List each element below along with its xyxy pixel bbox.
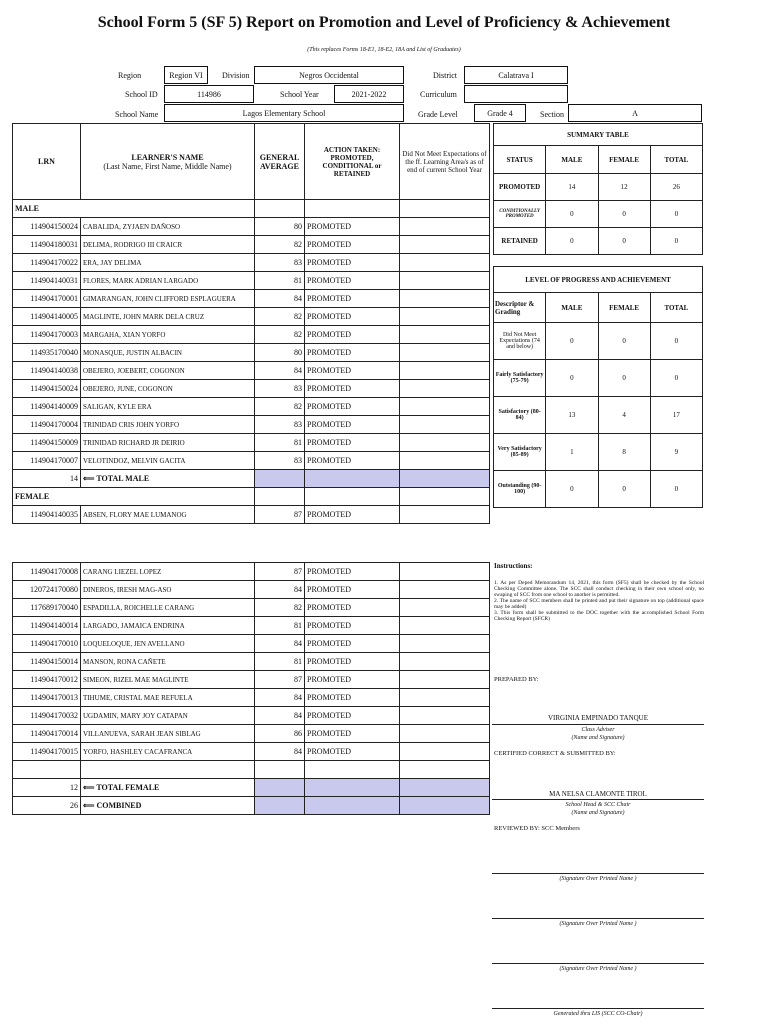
lrn-cell: 114904150009 (13, 434, 81, 452)
summary-male: 0 (546, 228, 598, 255)
total-male-row (13, 470, 490, 488)
lrn-cell: 114904140035 (13, 506, 81, 524)
lrn-cell: 114904140031 (13, 272, 81, 290)
lrn-cell: 114904180031 (13, 236, 81, 254)
adviser-line (492, 724, 704, 725)
section-label: Section (540, 110, 564, 119)
summary-table (493, 123, 703, 255)
scc-sig-line-1 (492, 873, 704, 874)
name-cell: SALIGAN, KYLE ERA (81, 398, 255, 416)
progress-female: 0 (598, 360, 650, 397)
progress-female: 4 (598, 397, 650, 434)
lrn-cell: 114904170001 (13, 290, 81, 308)
action-cell: PROMOTED (305, 617, 400, 635)
progress-male: 13 (546, 397, 598, 434)
dne-cell (400, 563, 490, 581)
empty-cell (81, 761, 255, 779)
progress-descriptor: Very Satisfactory (85-89) (494, 434, 546, 471)
summary-total: 26 (650, 174, 702, 201)
school-name-value: Lagos Elementary School (164, 104, 404, 122)
table-row (13, 761, 490, 779)
learner-row (13, 326, 490, 344)
name-cell: FLORES, MARK ADRIAN LARGADO (81, 272, 255, 290)
lrn-cell: 114935170040 (13, 344, 81, 362)
learner-row (13, 689, 490, 707)
dne-cell (400, 236, 490, 254)
name-cell: GIMARANGAN, JOHN CLIFFORD ESPLAGUERA (81, 290, 255, 308)
avg-header: GENERAL AVERAGE (255, 124, 305, 200)
head-name: MA NELSA CLAMONTE TIROL (549, 790, 647, 798)
adviser-caption: (Name and Signature) (571, 735, 625, 741)
dne-cell (400, 416, 490, 434)
learner-row (13, 635, 490, 653)
avg-cell: 81 (255, 617, 305, 635)
division-value: Negros Occidental (254, 66, 404, 84)
school-name-label: School Name (115, 110, 159, 119)
avg-cell: 82 (255, 326, 305, 344)
name-header: LEARNER'S NAME (Last Name, First Name, Middle Name) (81, 124, 255, 200)
summary-row (494, 228, 703, 255)
total-female-row (13, 779, 490, 797)
dne-cell (400, 743, 490, 761)
arrow-left-icon: ⟸ (83, 474, 97, 483)
name-cell: MONASQUE, JUSTIN ALBACIN (81, 344, 255, 362)
avg-cell: 87 (255, 671, 305, 689)
name-cell: MARGAHA, XIAN YORFO (81, 326, 255, 344)
empty-cell (305, 761, 400, 779)
total-female-row-count: 12 (13, 779, 81, 797)
action-cell: PROMOTED (305, 272, 400, 290)
learner-row (13, 743, 490, 761)
name-cell: UGDAMIN, MARY JOY CATAPAN (81, 707, 255, 725)
lrn-cell: 114904140038 (13, 362, 81, 380)
school-year-label: School Year (280, 90, 319, 99)
lrn-cell: 114904150024 (13, 380, 81, 398)
instructions-list (494, 580, 704, 622)
prepared-by-label: PREPARED BY: (494, 676, 539, 683)
avg-cell: 82 (255, 236, 305, 254)
district-label: District (433, 71, 457, 80)
summary-row (494, 174, 703, 201)
progress-descriptor: Satisfactory (80-84) (494, 397, 546, 434)
name-cell: YORFO, HASHLEY CACAFRANCA (81, 743, 255, 761)
action-cell: PROMOTED (305, 434, 400, 452)
avg-cell: 84 (255, 743, 305, 761)
summary-col-header: STATUS (494, 146, 546, 174)
scc-sig-caption-3: (Signature Over Printed Name ) (559, 966, 637, 972)
lrn-cell: 114904150024 (13, 218, 81, 236)
lrn-cell: 114904170015 (13, 743, 81, 761)
dne-cell (400, 308, 490, 326)
learner-row (13, 725, 490, 743)
avg-cell: 87 (255, 506, 305, 524)
reviewed-label: REVIEWED BY: SCC Members (494, 825, 580, 832)
name-cell: OBEJERO, JUNE, COGONON (81, 380, 255, 398)
learner-row (13, 707, 490, 725)
empty-cell (400, 200, 490, 218)
curriculum-value (464, 85, 568, 103)
empty-cell (400, 488, 490, 506)
progress-descriptor: Did Not Meet Expectations (74 and below) (494, 323, 546, 360)
action-cell: PROMOTED (305, 398, 400, 416)
dne-cell (400, 362, 490, 380)
action-cell: PROMOTED (305, 236, 400, 254)
progress-male: 0 (546, 323, 598, 360)
school-year-value: 2021-2022 (334, 85, 404, 103)
empty-cell (255, 761, 305, 779)
empty-cell (255, 200, 305, 218)
lrn-cell: 114904140005 (13, 308, 81, 326)
lrn-cell: 114904170003 (13, 326, 81, 344)
form-subtitle: (This replaces Forms 18-E1, 18-E2, 18A and List of Graduates) (307, 47, 461, 53)
progress-female: 0 (598, 323, 650, 360)
shaded-cell (255, 779, 305, 797)
learners-table-male (12, 123, 490, 524)
scc-sig-caption-1: (Signature Over Printed Name ) (559, 876, 637, 882)
learner-row (13, 653, 490, 671)
name-cell: SIMEON, RIZEL MAE MAGLINTE (81, 671, 255, 689)
lrn-cell: 114904150014 (13, 653, 81, 671)
dne-header: Did Not Meet Expectations of the ff. Learning Area/s as of end of current School Year (400, 124, 490, 200)
learner-row (13, 254, 490, 272)
progress-title: LEVEL OF PROGRESS AND ACHIEVEMENT (494, 267, 703, 293)
combined-row-count: 26 (13, 797, 81, 815)
dne-cell (400, 434, 490, 452)
total-female-row-text: TOTAL FEMALE (96, 783, 160, 792)
lrn-header: LRN (13, 124, 81, 200)
grade-level-label: Grade Level (418, 110, 458, 119)
scc-sig-line-2 (492, 918, 704, 919)
avg-cell: 80 (255, 218, 305, 236)
summary-male: 0 (546, 201, 598, 228)
lrn-cell: 114904170022 (13, 254, 81, 272)
progress-col-header: FEMALE (598, 293, 650, 323)
action-cell: PROMOTED (305, 653, 400, 671)
avg-cell: 84 (255, 290, 305, 308)
shaded-cell (400, 779, 490, 797)
arrow-left-icon: ⟸ (83, 801, 97, 810)
name-cell: ESPADILLA, ROICHELLE CARANG (81, 599, 255, 617)
progress-descriptor: Fairly Satisfactory (75-79) (494, 360, 546, 397)
avg-cell: 83 (255, 416, 305, 434)
action-cell: PROMOTED (305, 725, 400, 743)
avg-cell: 84 (255, 635, 305, 653)
name-cell: CABALIDA, ZYJAEN DAÑOSO (81, 218, 255, 236)
dne-cell (400, 506, 490, 524)
avg-cell: 82 (255, 599, 305, 617)
learner-row (13, 506, 490, 524)
grade-level-value: Grade 4 (474, 104, 526, 122)
certified-label: CERTIFIED CORRECT & SUBMITTED BY: (494, 750, 616, 757)
school-id-value: 114986 (164, 85, 254, 103)
action-cell: PROMOTED (305, 254, 400, 272)
shaded-cell (400, 797, 490, 815)
learner-row (13, 434, 490, 452)
dne-cell (400, 344, 490, 362)
avg-cell: 83 (255, 380, 305, 398)
learner-row (13, 308, 490, 326)
progress-male: 0 (546, 360, 598, 397)
action-cell: PROMOTED (305, 308, 400, 326)
name-cell: TRINIDAD RICHARD JR DEIRIO (81, 434, 255, 452)
name-cell: DELIMA, RODRIGO III CRAICR (81, 236, 255, 254)
shaded-cell (255, 470, 305, 488)
action-cell: PROMOTED (305, 599, 400, 617)
summary-col-header: TOTAL (650, 146, 702, 174)
action-header: ACTION TAKEN: PROMOTED, CONDITIONAL or RETAINED (305, 124, 400, 200)
dne-cell (400, 635, 490, 653)
progress-female: 8 (598, 434, 650, 471)
shaded-cell (305, 779, 400, 797)
learner-row (13, 290, 490, 308)
lrn-cell: 114904170012 (13, 671, 81, 689)
instructions-title: Instructions: (494, 562, 533, 570)
summary-male: 14 (546, 174, 598, 201)
summary-title: SUMMARY TABLE (494, 124, 703, 146)
name-cell: LARGADO, JAMAICA ENDRINA (81, 617, 255, 635)
total-male-row-text: TOTAL MALE (96, 474, 150, 483)
avg-cell: 84 (255, 362, 305, 380)
avg-cell: 81 (255, 434, 305, 452)
adviser-role: Class Adviser (581, 727, 615, 733)
action-cell: PROMOTED (305, 635, 400, 653)
avg-cell: 83 (255, 452, 305, 470)
school-id-label: School ID (125, 90, 158, 99)
lrn-cell: 114904170007 (13, 452, 81, 470)
learner-row (13, 344, 490, 362)
dne-cell (400, 707, 490, 725)
avg-cell: 81 (255, 272, 305, 290)
dne-cell (400, 272, 490, 290)
name-cell: ERA, JAY DELIMA (81, 254, 255, 272)
lrn-cell: 114904170008 (13, 563, 81, 581)
dne-cell (400, 671, 490, 689)
action-cell: PROMOTED (305, 326, 400, 344)
summary-col-header: MALE (546, 146, 598, 174)
progress-total: 0 (650, 323, 702, 360)
progress-row (494, 471, 703, 508)
male-section-label: MALE (13, 200, 255, 218)
action-cell: PROMOTED (305, 344, 400, 362)
avg-cell: 86 (255, 725, 305, 743)
empty-cell (400, 761, 490, 779)
action-cell: PROMOTED (305, 506, 400, 524)
progress-total: 0 (650, 471, 702, 508)
lrn-cell: 117689170040 (13, 599, 81, 617)
learner-row (13, 362, 490, 380)
action-cell: PROMOTED (305, 563, 400, 581)
name-cell: OBEJERO, JOEBERT, COGONON (81, 362, 255, 380)
progress-male: 0 (546, 471, 598, 508)
dne-cell (400, 254, 490, 272)
learner-row (13, 398, 490, 416)
lrn-cell: 120724170080 (13, 581, 81, 599)
progress-table (493, 266, 703, 508)
dne-cell (400, 725, 490, 743)
avg-cell: 84 (255, 581, 305, 599)
head-line (492, 799, 704, 800)
learner-row (13, 617, 490, 635)
action-cell: PROMOTED (305, 671, 400, 689)
action-cell: PROMOTED (305, 380, 400, 398)
summary-female: 0 (598, 201, 650, 228)
progress-total: 9 (650, 434, 702, 471)
progress-col-header: Descriptor & Grading (494, 293, 546, 323)
progress-col-header: MALE (546, 293, 598, 323)
name-cell: MANSON, RONA CAÑETE (81, 653, 255, 671)
avg-cell: 87 (255, 563, 305, 581)
summary-status: CONDITIONALLY PROMOTED (494, 201, 546, 228)
summary-female: 12 (598, 174, 650, 201)
action-cell: PROMOTED (305, 362, 400, 380)
shaded-cell (305, 797, 400, 815)
summary-female: 0 (598, 228, 650, 255)
name-cell: DINEROS, IRESH MAG-ASO (81, 581, 255, 599)
lrn-cell: 114904170032 (13, 707, 81, 725)
dne-cell (400, 218, 490, 236)
learners-table-female (12, 562, 490, 815)
learner-row (13, 599, 490, 617)
avg-cell: 81 (255, 653, 305, 671)
dne-cell (400, 581, 490, 599)
progress-female: 0 (598, 471, 650, 508)
learner-row (13, 452, 490, 470)
scc-sig-line-4 (492, 1008, 704, 1009)
action-cell: PROMOTED (305, 416, 400, 434)
summary-status: PROMOTED (494, 174, 546, 201)
summary-col-header: FEMALE (598, 146, 650, 174)
dne-cell (400, 326, 490, 344)
table-row (13, 200, 490, 218)
action-cell: PROMOTED (305, 707, 400, 725)
progress-total: 0 (650, 360, 702, 397)
division-label: Division (222, 71, 250, 80)
summary-row (494, 201, 703, 228)
table-row (13, 488, 490, 506)
instruction-item: 2. The name of SCC members shall be printed and put their signature on top (additional space may be added) (494, 598, 704, 610)
lrn-cell: 114904140014 (13, 617, 81, 635)
learner-row (13, 236, 490, 254)
combined-row (13, 797, 490, 815)
progress-row (494, 323, 703, 360)
instruction-item: 3. This form shall be submitted to the DOC together with the accomplished School Form Checking Report (SFCR) (494, 610, 704, 622)
avg-cell: 82 (255, 398, 305, 416)
progress-row (494, 397, 703, 434)
lrn-cell: 114904170004 (13, 416, 81, 434)
learner-row (13, 563, 490, 581)
shaded-cell (305, 470, 400, 488)
name-cell: CARANG LIEZEL LOPEZ (81, 563, 255, 581)
action-cell: PROMOTED (305, 218, 400, 236)
lrn-cell: 114904170014 (13, 725, 81, 743)
action-cell: PROMOTED (305, 581, 400, 599)
learner-row (13, 581, 490, 599)
generated-note: Generated thru LIS (SCC CO-Chair) (553, 1011, 643, 1017)
dne-cell (400, 380, 490, 398)
head-role: School Head & SCC Chair (565, 802, 631, 808)
summary-status: RETAINED (494, 228, 546, 255)
name-cell: VILLANUEVA, SARAH JEAN SIBLAG (81, 725, 255, 743)
region-label: Region (118, 71, 142, 80)
progress-row (494, 434, 703, 471)
progress-row (494, 360, 703, 397)
action-cell: PROMOTED (305, 290, 400, 308)
combined-row-text: COMBINED (96, 801, 142, 810)
empty-cell (13, 761, 81, 779)
shaded-cell (400, 470, 490, 488)
name-cell: MAGLINTE, JOHN MARK DELA CRUZ (81, 308, 255, 326)
section-value: A (568, 104, 702, 122)
shaded-cell (255, 797, 305, 815)
dne-cell (400, 398, 490, 416)
action-cell: PROMOTED (305, 743, 400, 761)
name-cell: TIHUME, CRISTAL MAE REFUELA (81, 689, 255, 707)
progress-male: 1 (546, 434, 598, 471)
lrn-cell: 114904140009 (13, 398, 81, 416)
empty-cell (305, 488, 400, 506)
instruction-item: 1. As per Deped Memorandum 14, 2021, this form (SF5) shall be checked by the School Checking Committee alone. The SCC shall conduct checking in their own school only, no swaping of SCC from one school to another is permitted. (494, 580, 704, 598)
name-cell: LOQUELOQUE, JEN AVELLANO (81, 635, 255, 653)
total-male-row-label (81, 470, 255, 488)
dne-cell (400, 599, 490, 617)
district-value: Calatrava I (464, 66, 568, 84)
arrow-left-icon: ⟸ (83, 783, 97, 792)
avg-cell: 83 (255, 254, 305, 272)
action-cell: PROMOTED (305, 689, 400, 707)
dne-cell (400, 689, 490, 707)
lrn-cell: 114904170013 (13, 689, 81, 707)
avg-cell: 80 (255, 344, 305, 362)
learner-row (13, 218, 490, 236)
name-cell: VELOTINDOZ, MELVIN GACITA (81, 452, 255, 470)
summary-total: 0 (650, 228, 702, 255)
progress-descriptor: Outstanding (90-100) (494, 471, 546, 508)
progress-total: 17 (650, 397, 702, 434)
name-cell: TRINIDAD CRIS JOHN YORFO (81, 416, 255, 434)
scc-sig-line-3 (492, 963, 704, 964)
dne-cell (400, 452, 490, 470)
learner-row (13, 380, 490, 398)
learner-row (13, 272, 490, 290)
region-value: Region VI (164, 66, 208, 84)
curriculum-label: Curriculum (420, 90, 457, 99)
adviser-name: VIRGINIA EMPINADO TANQUE (547, 714, 649, 722)
empty-cell (255, 488, 305, 506)
learner-row (13, 416, 490, 434)
progress-col-header: TOTAL (650, 293, 702, 323)
name-cell: ABSEN, FLORY MAE LUMANOG (81, 506, 255, 524)
learner-row (13, 671, 490, 689)
total-male-row-count: 14 (13, 470, 81, 488)
dne-cell (400, 653, 490, 671)
summary-total: 0 (650, 201, 702, 228)
female-section-label: FEMALE (13, 488, 255, 506)
avg-cell: 84 (255, 707, 305, 725)
form-title: School Form 5 (SF 5) Report on Promotion and Level of Proficiency & Achievement (97, 14, 671, 31)
head-caption: (Name and Signature) (571, 810, 625, 816)
dne-cell (400, 617, 490, 635)
avg-cell: 84 (255, 689, 305, 707)
lrn-cell: 114904170010 (13, 635, 81, 653)
action-cell: PROMOTED (305, 452, 400, 470)
avg-cell: 82 (255, 308, 305, 326)
total-female-row-label (81, 779, 255, 797)
scc-sig-caption-2: (Signature Over Printed Name ) (559, 921, 637, 927)
combined-row-label (81, 797, 255, 815)
empty-cell (305, 200, 400, 218)
dne-cell (400, 290, 490, 308)
